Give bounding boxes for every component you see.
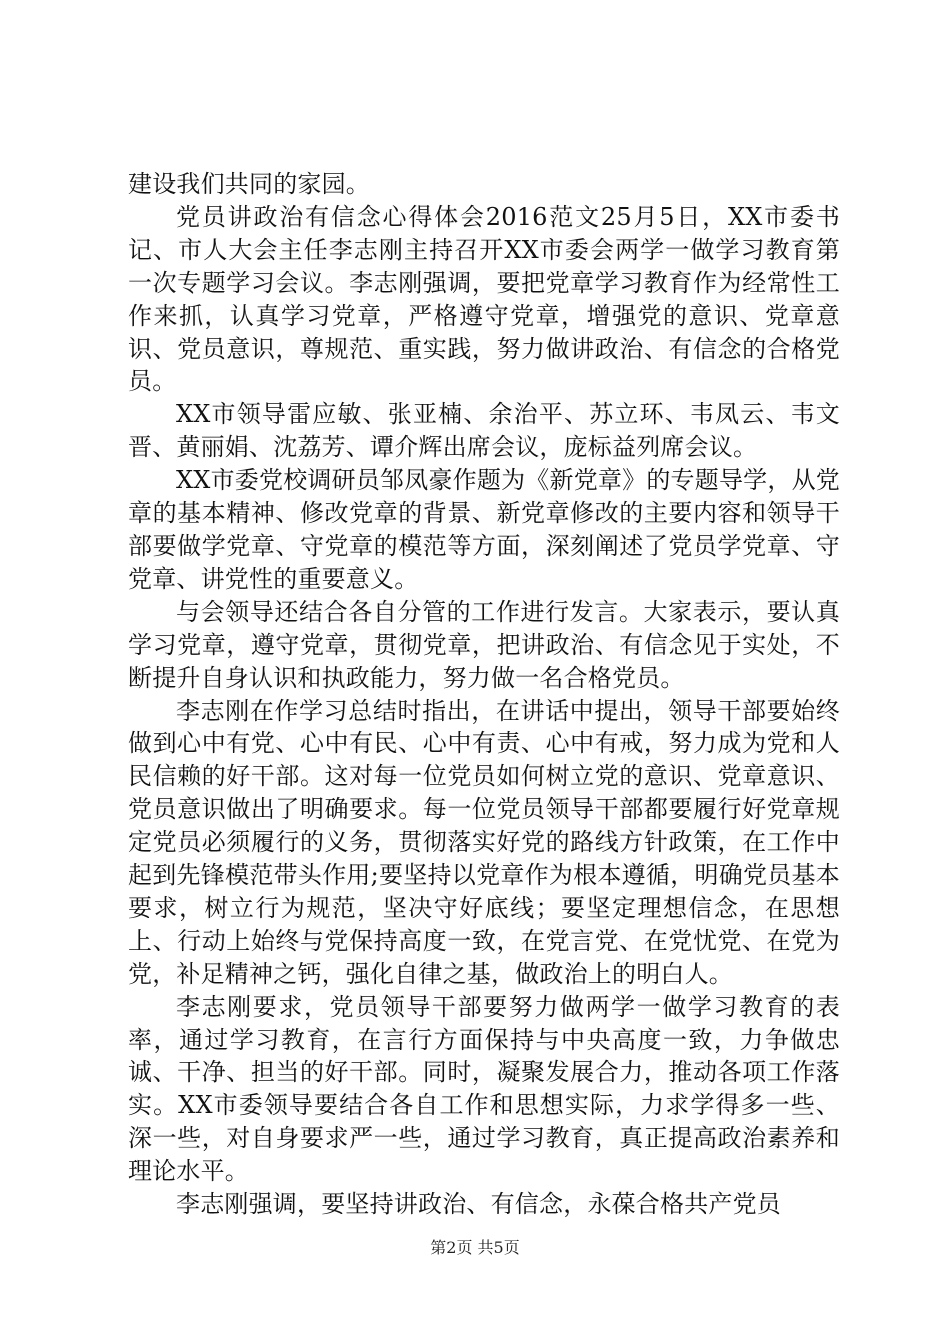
paragraph-4: XX市委党校调研员邹凤豪作题为《新党章》的专题导学，从党章的基本精神、修改党章的背景、新党章修改的主要内容和领导干部要做学党章、守党章的模范等方面，深刻阐述了党员学党章、守党章、讲党性的重要意义。 [128, 466, 840, 593]
paragraph-8: 李志刚强调，要坚持讲政治、有信念，永葆合格共产党员 [176, 1190, 781, 1219]
paragraph-1: 建设我们共同的家园。 [128, 170, 370, 198]
page-number-footer: 第2页 共5页 [430, 1238, 520, 1257]
paragraph-7: 李志刚要求，党员领导干部要努力做两学一做学习教育的表率，通过学习教育，在言行方面保持与中央高度一致，力争做忠诚、干净、担当的好干部。同时，凝聚发展合力，推动各项工作落实。XX市委领导要结合各自工作和思想实际，力求学得多一些、深一些，对自身要求严一些，通过学习教育，真正提高政治素养和理论水平。 [128, 992, 840, 1186]
paragraph-2: 党员讲政治有信念心得体会2016范文25月5日，XX市委书记、市人大会主任李志刚主持召开XX市委会两学一做学习教育第一次专题学习会议。李志刚强调，要把党章学习教育作为经常性工作来抓，认真学习党章，严格遵守党章，增强党的意识、党章意识、党员意识，尊规范、重实践，努力做讲政治、有信念的合格党员。 [128, 202, 840, 396]
paragraph-5: 与会领导还结合各自分管的工作进行发言。大家表示，要认真学习党章，遵守党章，贯彻党章，把讲政治、有信念见于实处，不断提升自身认识和执政能力，努力做一名合格党员。 [128, 597, 840, 692]
document-body [128, 168, 840, 1221]
paragraph-6: 李志刚在作学习总结时指出，在讲话中提出，领导干部要始终做到心中有党、心中有民、心中有责、心中有戒，努力成为党和人民信赖的好干部。这对每一位党员如何树立党的意识、党章意识、党员意识做出了明确要求。每一位党员领导干部都要履行好党章规定党员必须履行的义务，贯彻落实好党的路线方针政策，在工作中起到先锋模范带头作用;要坚持以党章作为根本遵循，明确党员基本要求，树立行为规范，坚决守好底线；要坚定理想信念，在思想上、行动上始终与党保持高度一致，在党言党、在党忧党、在党为党，补足精神之钙，强化自律之基，做政治上的明白人。 [128, 696, 840, 988]
paragraph-3: XX市领导雷应敏、张亚楠、余治平、苏立环、韦凤云、韦文晋、黄丽娟、沈荔芳、谭介辉出席会议，庞标益列席会议。 [128, 400, 840, 462]
